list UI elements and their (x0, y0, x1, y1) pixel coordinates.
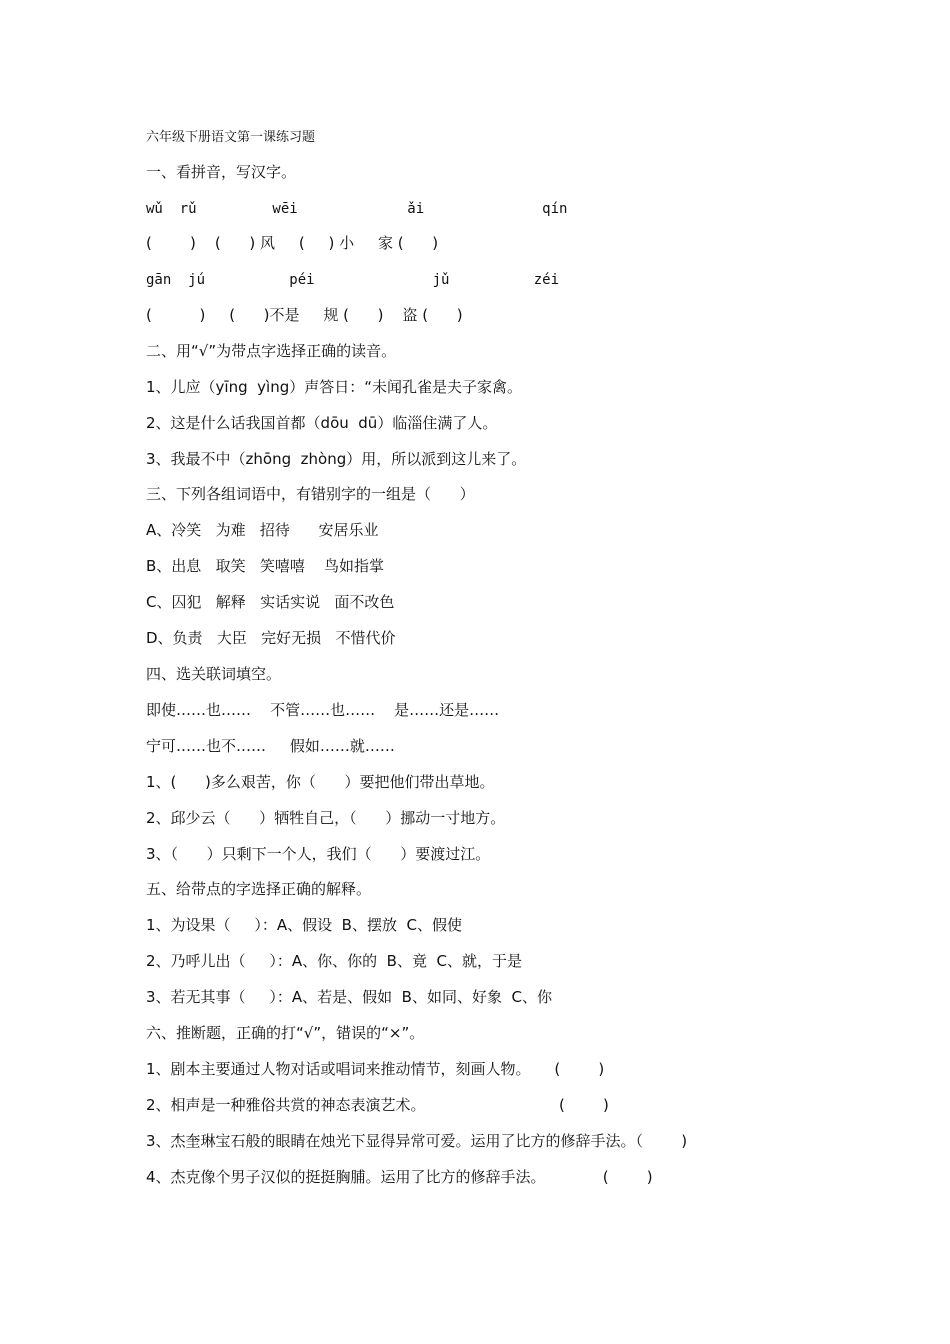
section-heading: 一、看拼音，写汉字。 (146, 163, 297, 181)
question-line: 1、为设果（ ）：A、假设 B、摆放 C、假使 (146, 916, 462, 934)
option-line: C、囚犯 解释 实话实说 面不改色 (146, 593, 395, 611)
blank-row: ( ) ( )不是 规 ( ) 盗 ( ) (146, 306, 463, 324)
question-line: 1、( )多么艰苦，你（ ）要把他们带出草地。 (146, 773, 495, 791)
pinyin-row: gān jú péi jǔ zéi (146, 272, 560, 288)
question-line: 2、乃呼儿出（ ）：A、你、你的 B、竟 C、就，于是 (146, 952, 522, 970)
blank-row: ( ) ( ) 风 ( ) 小 家 ( ) (146, 234, 439, 252)
option-line: D、负责 大臣 完好无损 不惜代价 (146, 629, 396, 647)
question-line: 1、儿应（yīng yìng）声答日：“未闻孔雀是夫子家禽。 (146, 378, 522, 396)
section-heading: 三、下列各组词语中，有错别字的一组是（ ） (146, 485, 475, 503)
question-line: 3、若无其事（ ）：A、若是、假如 B、如同、好象 C、你 (146, 988, 552, 1006)
word-bank-line: 宁可……也不…… 假如……就…… (146, 737, 395, 755)
question-line: 3、（ ）只剩下一个人，我们（ ）要渡过江。 (146, 845, 491, 863)
question-line: 2、这是什么话我国首都（dōu dū）临淄住满了人。 (146, 414, 498, 432)
question-line: 3、杰奎琳宝石般的眼睛在烛光下显得异常可爱。运用了比方的修辞手法。（ ) (146, 1132, 688, 1150)
option-line: B、出息 取笑 笑嘻嘻 鸟如指掌 (146, 557, 384, 575)
page-title: 六年级下册语文第一课练习题 (146, 130, 316, 145)
word-bank-line: 即使……也…… 不管……也…… 是……还是…… (146, 701, 500, 719)
section-heading: 二、用“√”为带点字选择正确的读音。 (146, 342, 397, 360)
question-line: 2、相声是一种雅俗共赏的神态表演艺术。 ( ) (146, 1096, 609, 1114)
section-heading: 五、给带点的字选择正确的解释。 (146, 880, 372, 898)
option-line: A、冷笑 为难 招待 安居乐业 (146, 521, 379, 539)
pinyin-row: wǔ rǔ wēi ǎi qín (146, 201, 568, 217)
section-heading: 六、推断题，正确的打“√”，错误的“×”。 (146, 1024, 425, 1042)
question-line: 2、邱少云（ ）牺牲自己，（ ）挪动一寸地方。 (146, 809, 506, 827)
section-heading: 四、选关联词填空。 (146, 665, 282, 683)
question-line: 1、剧本主要通过人物对话或唱词来推动情节，刻画人物。 ( ) (146, 1060, 605, 1078)
question-line: 4、杰克像个男子汉似的挺挺胸脯。运用了比方的修辞手法。 ( ) (146, 1168, 653, 1186)
question-line: 3、我最不中（zhōng zhòng）用，所以派到这儿来了。 (146, 450, 527, 468)
